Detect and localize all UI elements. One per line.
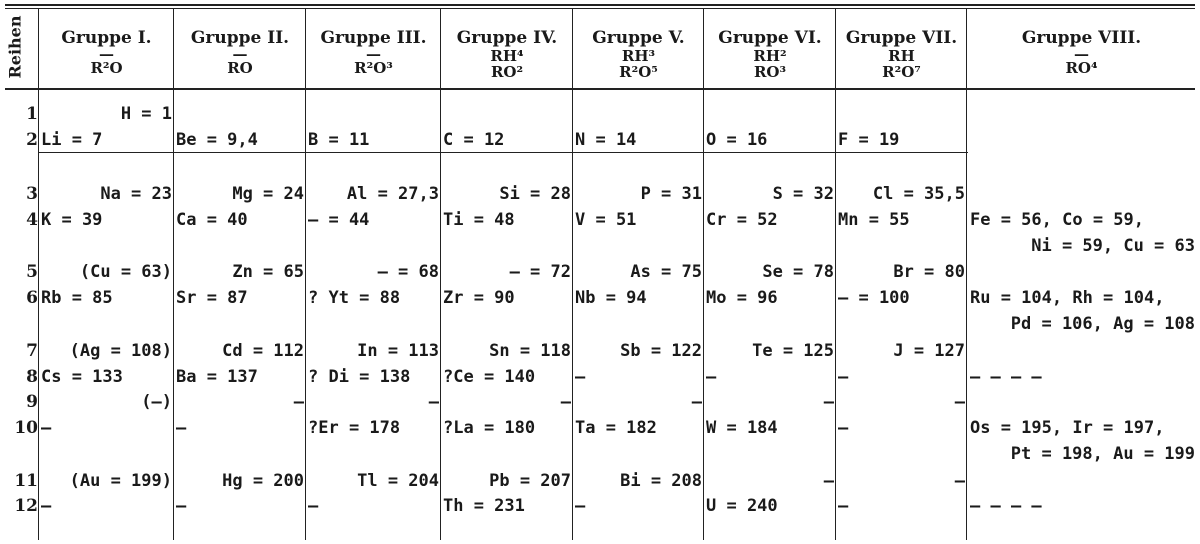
element-cell: Pb = 207	[489, 471, 571, 491]
row-number: 10	[14, 418, 38, 438]
element-cell: Pt = 198, Au = 199	[1010, 444, 1195, 464]
element-cell: —	[691, 392, 702, 412]
col-line	[703, 8, 704, 540]
element-cell: —	[838, 418, 849, 438]
group-hydride: RH³	[621, 47, 656, 65]
row-number: 6	[26, 288, 38, 308]
group-header-7	[837, 28, 966, 80]
element-cell: Zn = 65	[232, 262, 304, 282]
element-cell: Hg = 200	[222, 471, 304, 491]
element-cell: Cs = 133	[41, 367, 123, 387]
element-cell: ?La = 180	[443, 418, 536, 438]
element-cell: Se = 78	[762, 262, 834, 282]
element-cell: Rb = 85	[41, 288, 113, 308]
element-cell: Ca = 40	[176, 210, 248, 230]
element-cell: —	[575, 367, 586, 387]
row-number: 8	[26, 367, 38, 387]
col-line	[572, 8, 573, 540]
element-cell: ?Ce = 140	[443, 367, 536, 387]
group-formula: R²O³	[354, 59, 393, 77]
group-name: Gruppe V.	[592, 28, 685, 48]
element-cell: —	[293, 392, 304, 412]
element-cell: (Cu = 63)	[79, 262, 172, 282]
element-cell: Zr = 90	[443, 288, 515, 308]
group-header-6	[705, 28, 835, 80]
element-cell: Be = 9,4	[176, 130, 258, 150]
group-formula: RO³	[753, 63, 787, 81]
element-cell: —	[838, 496, 849, 516]
element-cell: U = 240	[706, 496, 778, 516]
element-cell: Na = 23	[100, 184, 172, 204]
element-cell: W = 184	[706, 418, 778, 438]
element-cell: —	[308, 496, 319, 516]
group-name: Gruppe IV.	[456, 28, 558, 48]
row-number: 12	[14, 496, 38, 516]
group-name: Gruppe I.	[61, 28, 152, 48]
element-cell: Cr = 52	[706, 210, 778, 230]
col-line	[38, 8, 39, 540]
element-cell: —	[428, 392, 439, 412]
element-cell: Br = 80	[893, 262, 965, 282]
element-cell: —	[954, 392, 965, 412]
element-cell: Mo = 96	[706, 288, 778, 308]
element-cell: Ru = 104, Rh = 104,	[970, 288, 1165, 308]
group-formula: RO⁴	[1065, 59, 1098, 77]
group-dash: —	[366, 45, 381, 63]
element-cell: (Ag = 108)	[69, 341, 172, 361]
element-cell: Al = 27,3	[346, 184, 439, 204]
col-line	[966, 8, 967, 540]
element-cell: — = 72	[509, 262, 571, 282]
element-cell: Ba = 137	[176, 367, 258, 387]
element-cell: Li = 7	[41, 130, 103, 150]
row-number: 4	[26, 210, 38, 230]
row-number: 3	[26, 184, 38, 204]
element-cell: —	[838, 367, 849, 387]
element-cell: —	[823, 392, 834, 412]
element-cell: S = 32	[772, 184, 834, 204]
header-rule	[5, 88, 1195, 90]
group-hydride: RH²	[753, 47, 787, 65]
col-line	[835, 8, 836, 540]
col-line	[440, 8, 441, 540]
element-cell: Pd = 106, Ag = 108	[1010, 314, 1195, 334]
element-cell: Mg = 24	[232, 184, 304, 204]
top-rule-2	[5, 8, 1195, 9]
element-cell: ? Yt = 88	[308, 288, 401, 308]
element-cell: —	[560, 392, 571, 412]
element-cell: Cd = 112	[222, 341, 304, 361]
element-cell: Fe = 56, Co = 59,	[970, 210, 1144, 230]
row-number: 2	[26, 130, 38, 150]
group-formula: R²O	[90, 59, 123, 77]
top-rule-1	[5, 4, 1195, 6]
element-cell: Te = 125	[752, 341, 834, 361]
row-number: 9	[26, 392, 38, 412]
group-hydride: RH⁴	[490, 47, 524, 65]
row-number: 5	[26, 262, 38, 282]
element-cell: —	[954, 471, 965, 491]
element-cell: — — — —	[970, 496, 1042, 516]
group-header-1	[40, 28, 173, 76]
group-header-2	[175, 28, 305, 76]
row-number: 11	[14, 471, 38, 491]
element-cell: Tl = 204	[357, 471, 439, 491]
element-cell: In = 113	[357, 341, 439, 361]
element-cell: Sn = 118	[489, 341, 571, 361]
row-number: 1	[26, 104, 38, 124]
group-name: Gruppe III.	[320, 28, 427, 48]
element-cell: J = 127	[893, 341, 965, 361]
group-name: Gruppe VII.	[845, 28, 958, 48]
element-cell: — — — —	[970, 367, 1042, 387]
element-cell: —	[176, 496, 187, 516]
element-cell: Bi = 208	[620, 471, 702, 491]
element-cell: —	[41, 496, 52, 516]
element-cell: Sr = 87	[176, 288, 248, 308]
element-cell: —	[823, 471, 834, 491]
element-cell: Th = 231	[443, 496, 525, 516]
element-cell: H = 1	[120, 104, 172, 124]
element-cell: — = 44	[308, 210, 370, 230]
element-cell: Si = 28	[499, 184, 571, 204]
element-cell: —	[575, 496, 586, 516]
element-cell: Cl = 35,5	[872, 184, 965, 204]
group-hydride: RH	[888, 47, 915, 65]
group-dash: —	[1074, 45, 1089, 63]
element-cell: —	[706, 367, 717, 387]
element-cell: Ti = 48	[443, 210, 515, 230]
element-cell: Ta = 182	[575, 418, 657, 438]
col-line	[173, 8, 174, 540]
row-header-label: Reihen	[5, 15, 25, 79]
group-dash: —	[232, 45, 248, 63]
group-formula: R²O⁷	[882, 63, 921, 81]
group-header-8	[968, 28, 1195, 76]
element-cell: C = 12	[443, 130, 505, 150]
element-cell: Ni = 59, Cu = 63	[1031, 236, 1195, 256]
element-cell: ? Di = 138	[308, 367, 411, 387]
group-dash: —	[99, 45, 114, 63]
group-name: Gruppe VIII.	[1021, 28, 1142, 48]
element-cell: N = 14	[575, 130, 637, 150]
element-cell: —	[176, 418, 187, 438]
group-formula: RO	[227, 59, 253, 77]
col-line	[305, 8, 306, 540]
element-cell: P = 31	[640, 184, 702, 204]
element-cell: Nb = 94	[575, 288, 647, 308]
element-cell: — = 100	[838, 288, 910, 308]
group-name: Gruppe II.	[190, 28, 290, 48]
group-formula: RO²	[490, 63, 524, 81]
element-cell: (Au = 199)	[69, 471, 172, 491]
group-header-5	[574, 28, 703, 80]
group-formula: R²O⁵	[619, 63, 658, 81]
element-cell: O = 16	[706, 130, 768, 150]
element-cell: Mn = 55	[838, 210, 910, 230]
element-cell: Sb = 122	[620, 341, 702, 361]
row-number: 7	[26, 341, 38, 361]
element-cell: Os = 195, Ir = 197,	[970, 418, 1165, 438]
group-header-4	[442, 28, 572, 80]
row-header	[0, 10, 30, 80]
element-cell: (—)	[141, 392, 172, 412]
element-cell: B = 11	[308, 130, 370, 150]
element-cell: ?Er = 178	[308, 418, 401, 438]
element-cell: F = 19	[838, 130, 900, 150]
element-cell: K = 39	[41, 210, 103, 230]
group-header-3	[307, 28, 440, 76]
row2-rule	[38, 152, 968, 153]
element-cell: — = 68	[377, 262, 439, 282]
element-cell: As = 75	[630, 262, 702, 282]
element-cell: —	[41, 418, 52, 438]
group-name: Gruppe VI.	[718, 28, 822, 48]
element-cell: V = 51	[575, 210, 637, 230]
